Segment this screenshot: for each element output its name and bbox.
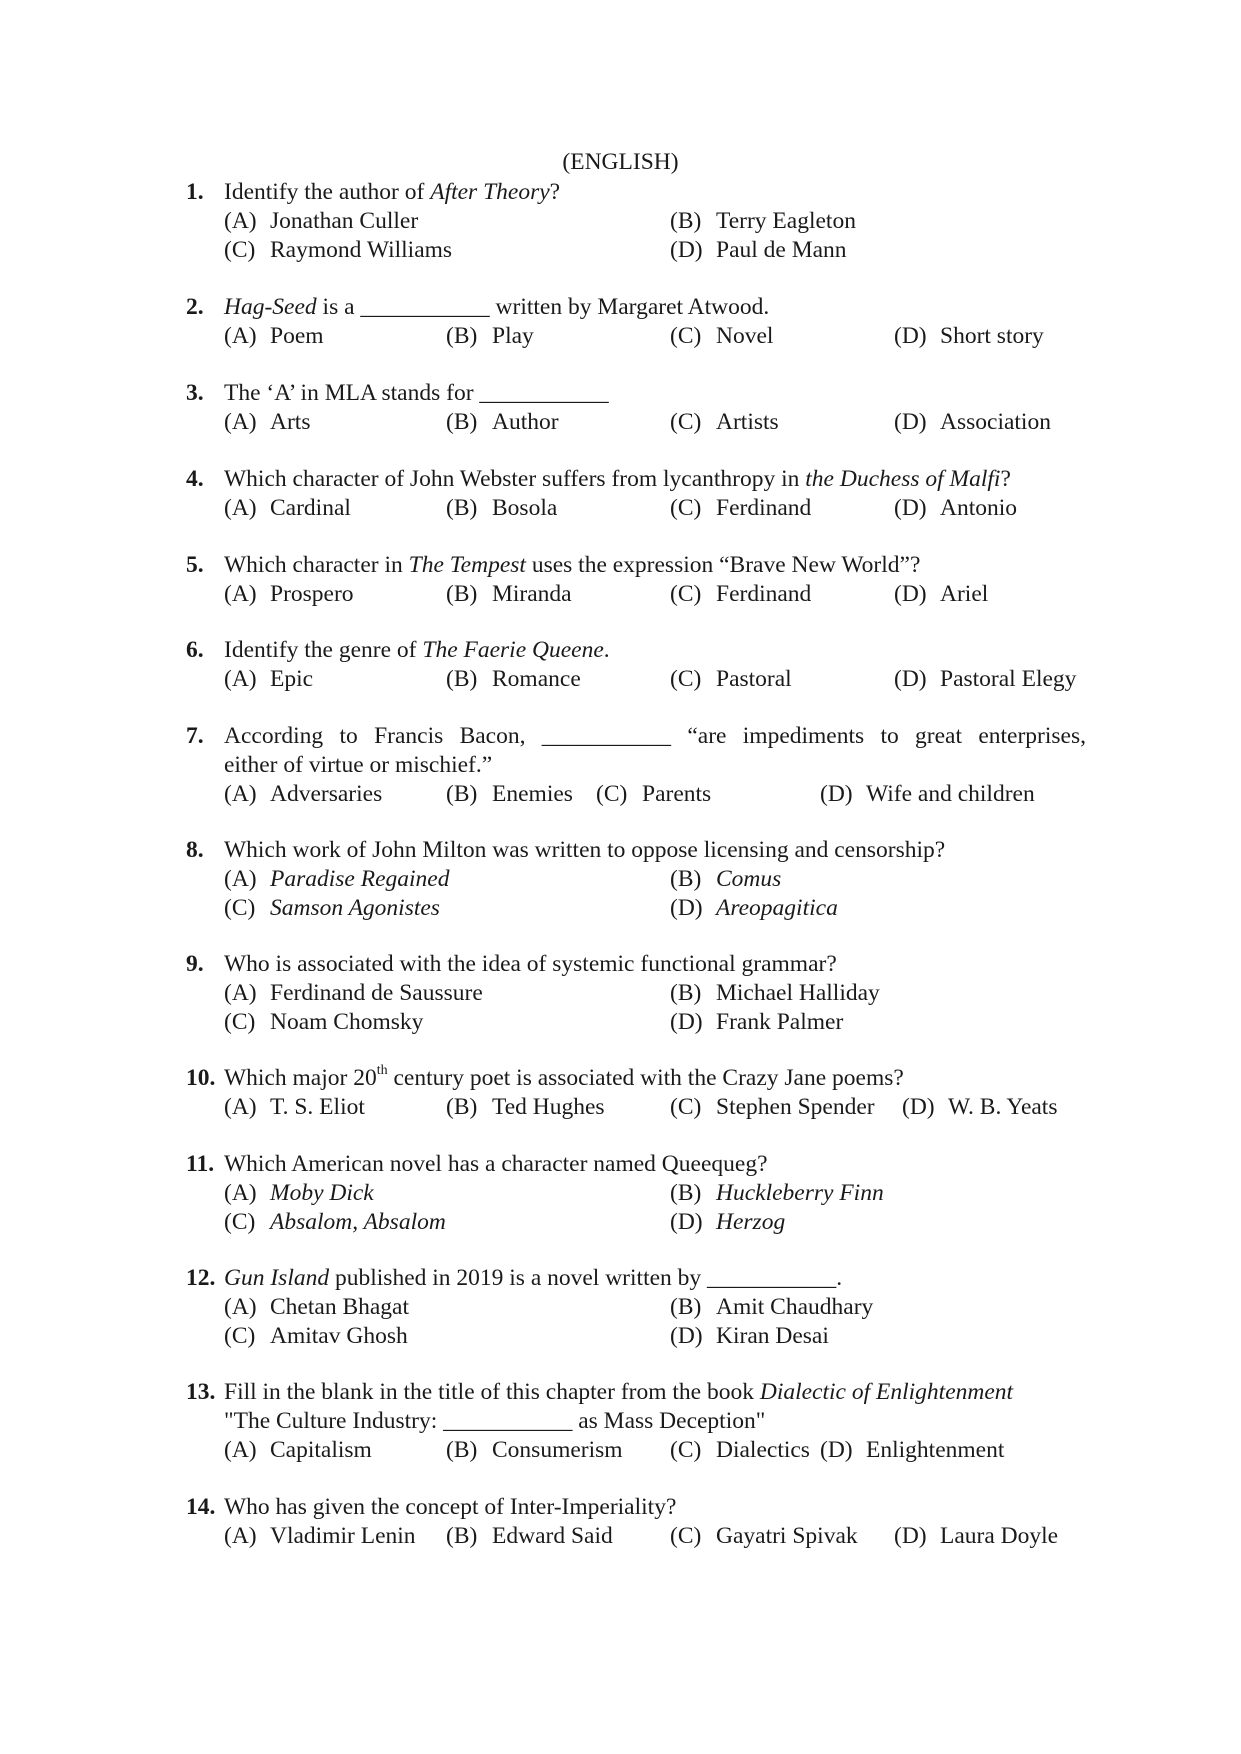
option-c[interactable]: (C) Raymond Williams [224, 237, 453, 263]
option-a[interactable]: (A) Capitalism [224, 1437, 372, 1463]
question-stem: Who is associated with the idea of systemic functional grammar? [224, 951, 837, 977]
option-b[interactable]: (B) Comus [670, 866, 782, 892]
question-stem: The ‘A’ in MLA stands for ___________ [224, 380, 609, 406]
question-stem: Which work of John Milton was written to oppose licensing and censorship? [224, 837, 946, 863]
option-a[interactable]: (A) Chetan Bhagat [224, 1294, 410, 1320]
option-d[interactable]: (D) Kiran Desai [670, 1323, 829, 1349]
question-number: 3. [186, 380, 204, 406]
option-b[interactable]: (B) Play [446, 323, 534, 349]
option-c[interactable]: (C) Dialectics [670, 1437, 810, 1463]
option-c[interactable]: (C) Amitav Ghosh [224, 1323, 408, 1349]
option-b[interactable]: (B) Michael Halliday [670, 980, 880, 1006]
option-b[interactable]: (B) Huckleberry Finn [670, 1180, 884, 1206]
option-c[interactable]: (C) Pastoral [670, 666, 792, 692]
question-stem: Identify the author of After Theory? [224, 179, 561, 205]
option-b[interactable]: (B) Consumerism [446, 1437, 623, 1463]
option-a[interactable]: (A) Prospero [224, 581, 354, 607]
question-number: 10. [186, 1065, 216, 1091]
question-number: 9. [186, 951, 204, 977]
option-d[interactable]: (D) Ariel [894, 581, 989, 607]
option-d[interactable]: (D) Areopagitica [670, 895, 838, 921]
question-stem: Who has given the concept of Inter-Imperiality? [224, 1494, 677, 1520]
option-d[interactable]: (D) Frank Palmer [670, 1009, 844, 1035]
page-title: (ENGLISH) [562, 149, 679, 175]
option-d[interactable]: (D) Pastoral Elegy [894, 666, 1077, 692]
option-a[interactable]: (A) Epic [224, 666, 314, 692]
option-a[interactable]: (A) Moby Dick [224, 1180, 374, 1206]
option-c[interactable]: (C) Gayatri Spivak [670, 1523, 858, 1549]
option-d[interactable]: (D) Enlightenment [820, 1437, 1005, 1463]
question-number: 14. [186, 1494, 216, 1520]
question-number: 13. [186, 1379, 216, 1405]
option-d[interactable]: (D) Wife and children [820, 781, 1035, 807]
question-stem: Fill in the blank in the title of this chapter from the book Dialectic of Enlightenment [224, 1379, 1014, 1405]
option-d[interactable]: (D) Short story [894, 323, 1044, 349]
option-a[interactable]: (A) Cardinal [224, 495, 351, 521]
question-stem: Which character in The Tempest uses the expression “Brave New World”? [224, 552, 921, 578]
question-number: 8. [186, 837, 204, 863]
question-stem-continued: either of virtue or mischief.” [224, 752, 493, 778]
option-d[interactable]: (D) Herzog [670, 1209, 786, 1235]
question-stem: Identify the genre of The Faerie Queene. [224, 637, 610, 663]
option-a[interactable]: (A) Vladimir Lenin [224, 1523, 416, 1549]
option-c[interactable]: (C) Novel [670, 323, 774, 349]
option-d[interactable]: (D) Paul de Mann [670, 237, 847, 263]
option-a[interactable]: (A) Arts [224, 409, 311, 435]
option-b[interactable]: (B) Amit Chaudhary [670, 1294, 874, 1320]
option-a[interactable]: (A) T. S. Eliot [224, 1094, 365, 1120]
question-number: 4. [186, 466, 204, 492]
option-b[interactable]: (B) Bosola [446, 495, 558, 521]
option-c[interactable]: (C) Absalom, Absalom [224, 1209, 446, 1235]
option-a[interactable]: (A) Jonathan Culler [224, 208, 419, 234]
option-c[interactable]: (C) Samson Agonistes [224, 895, 440, 921]
option-c[interactable]: (C) Ferdinand [670, 495, 812, 521]
question-stem: Gun Island published in 2019 is a novel written by ___________. [224, 1265, 843, 1291]
question-stem: Which major 20th century poet is associated with the Crazy Jane poems? [224, 1063, 904, 1091]
question-number: 12. [186, 1265, 216, 1291]
option-b[interactable]: (B) Author [446, 409, 559, 435]
option-c[interactable]: (C) Artists [670, 409, 779, 435]
question-number: 6. [186, 637, 204, 663]
question-stem: Which American novel has a character named Queequeg? [224, 1151, 768, 1177]
option-a[interactable]: (A) Ferdinand de Saussure [224, 980, 483, 1006]
question-number: 5. [186, 552, 204, 578]
question-number: 1. [186, 179, 204, 205]
option-d[interactable]: (D) W. B. Yeats [902, 1094, 1058, 1120]
question-stem: According to Francis Bacon, ___________ “are impediments to great enterprises, [224, 723, 1086, 749]
option-c[interactable]: (C) Parents [596, 781, 712, 807]
option-b[interactable]: (B) Ted Hughes [446, 1094, 605, 1120]
option-a[interactable]: (A) Paradise Regained [224, 866, 450, 892]
option-a[interactable]: (A) Poem [224, 323, 324, 349]
question-stem: Hag-Seed is a ___________ written by Margaret Atwood. [224, 294, 770, 320]
question-number: 2. [186, 294, 204, 320]
option-b[interactable]: (B) Enemies [446, 781, 573, 807]
question-number: 11. [186, 1151, 215, 1177]
option-b[interactable]: (B) Romance [446, 666, 581, 692]
option-d[interactable]: (D) Association [894, 409, 1051, 435]
option-d[interactable]: (D) Laura Doyle [894, 1523, 1059, 1549]
option-b[interactable]: (B) Miranda [446, 581, 572, 607]
option-c[interactable]: (C) Noam Chomsky [224, 1009, 424, 1035]
question-stem: Which character of John Webster suffers from lycanthropy in the Duchess of Malfi? [224, 466, 1011, 492]
option-d[interactable]: (D) Antonio [894, 495, 1018, 521]
question-number: 7. [186, 723, 204, 749]
option-c[interactable]: (C) Ferdinand [670, 581, 812, 607]
option-b[interactable]: (B) Edward Said [446, 1523, 613, 1549]
option-b[interactable]: (B) Terry Eagleton [670, 208, 856, 234]
question-stem-continued: "The Culture Industry: ___________ as Mass Deception" [224, 1408, 766, 1434]
option-a[interactable]: (A) Adversaries [224, 781, 383, 807]
option-c[interactable]: (C) Stephen Spender [670, 1094, 875, 1120]
